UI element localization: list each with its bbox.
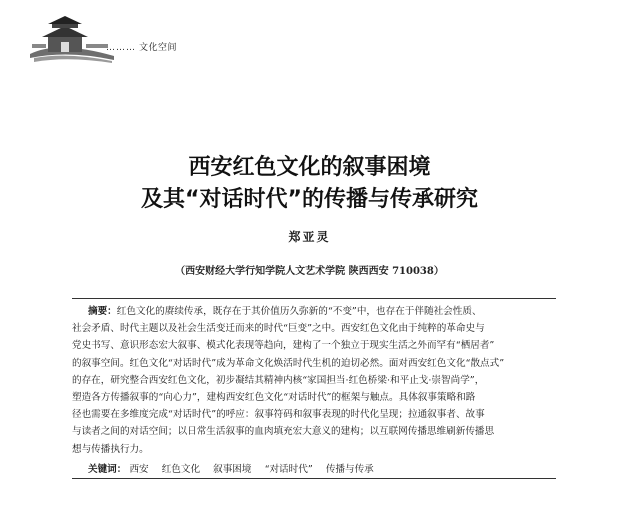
section-name: 文化空间 <box>139 43 178 53</box>
keyword-item: 叙事困境 <box>213 464 252 475</box>
keyword-item: 西安 <box>129 464 149 475</box>
author-affiliation: （西安财经大学行知学院人文艺术学院 陕西西安 710038） <box>175 266 444 277</box>
section-dots: ……… <box>106 43 136 53</box>
abstract-text: 红色文化的赓续传承，既存在于其价值历久弥新的“不变”中，也存在于伴随社会性质、 <box>116 306 482 317</box>
keywords-label: 关键词： <box>88 464 127 475</box>
abstract-line: 社会矛盾、时代主题以及社会生活变迁而来的时代“巨变”之中。西安红色文化由于纯粹的革命史与 <box>72 323 485 335</box>
keywords-line <box>88 461 384 475</box>
keyword-item: 传播与传承 <box>325 464 374 475</box>
section-label <box>106 40 177 53</box>
author-name: 郑亚灵 <box>288 230 331 244</box>
keyword-item: 红色文化 <box>161 464 201 475</box>
abstract-line: 的存在，研究整合西安红色文化，初步凝结其精神内核“家国担当·红色桥梁·和平止戈·崇智尚学”， <box>72 374 485 386</box>
abstract-line: 的叙事空间。红色文化“对话时代”成为革命文化焕活时代生机的迫切必然。面对西安红色文化“散点式” <box>72 357 505 369</box>
abstract-line: 塑造各方传播叙事的“向心力”，建构西安红色文化“对话时代”的框架与触点。具体叙事策略和路 <box>72 391 476 403</box>
abstract-line <box>72 303 556 320</box>
abstract-line: 径也需要在多维度完成“对话时代”的呼应：叙事符码和叙事表现的时代化呈现；拉通叙事者、故事 <box>72 409 485 421</box>
article-title-line-2: 及其“对话时代”的传播与传承研究 <box>141 187 478 212</box>
city-gate-logo-icon <box>28 14 116 64</box>
abstract-line: 党史书写、意识形态宏大叙事、模式化表现等趋向，建构了一个独立于现实生活之外而罕有“栖居者” <box>72 340 495 352</box>
abstract-line: 与读者之间的对话空间；以日常生活叙事的血肉填充宏大意义的建构；以互联网传播思维刷新传播思 <box>72 426 495 438</box>
article-title-line-1: 西安红色文化的叙事困境 <box>188 155 431 180</box>
abstract-bottom-rule <box>72 478 556 479</box>
abstract-label: 摘要： <box>88 306 117 317</box>
abstract-line: 想与传播执行力。 <box>72 443 149 455</box>
abstract-block <box>72 303 556 458</box>
keyword-item: “对话时代” <box>264 464 313 475</box>
abstract-top-rule <box>72 298 556 299</box>
